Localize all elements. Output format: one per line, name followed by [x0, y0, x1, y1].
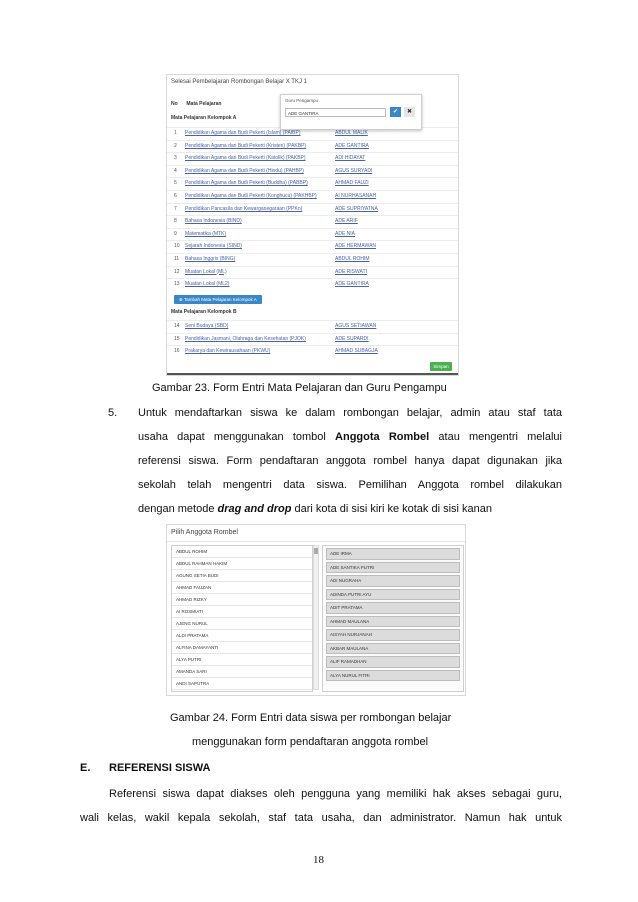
teacher-link[interactable]: AHMAD SUBAGJA — [335, 348, 378, 355]
member-item[interactable]: ADE IRMA — [326, 548, 460, 560]
para-line: Untuk mendaftarkan siswa ke dalam rombongan belajar, admin atau staf tata — [138, 407, 562, 419]
teacher-link[interactable]: ADE SUPRIYATNA — [335, 205, 378, 212]
subject-link[interactable]: Pendidikan Agama dan Budi Pekerti (Katolik) (PAKBP) — [185, 155, 306, 162]
subject-table-b — [167, 320, 458, 358]
teacher-link[interactable]: ADE GANTIRA — [335, 142, 369, 149]
item-number: 5. — [108, 407, 118, 419]
scroll-thumb[interactable] — [314, 548, 318, 554]
teacher-link[interactable]: ABDUL MALIK — [335, 130, 368, 136]
subject-link[interactable]: Pendidikan Pancasila dan Kewarganegaraan (PPKn) — [185, 205, 303, 212]
selected-members-list[interactable] — [322, 545, 464, 692]
table-row — [167, 278, 458, 291]
row-number: 9 — [174, 230, 177, 237]
teacher-popup — [280, 94, 422, 130]
table-row — [167, 165, 458, 178]
figure-23-screenshot — [166, 74, 459, 376]
para-line: wali kelas, wakil kepala sekolah, staf tata usaha, dan administrator. Namun hak untuk — [80, 812, 562, 824]
group-a-label: Mata Pelajaran Kelompok A — [171, 115, 237, 121]
student-item[interactable]: AI ROSMIATI — [172, 606, 312, 618]
subject-link[interactable]: Prakarya dan Kewirausahaan (PKWU) — [185, 348, 271, 355]
add-subject-button[interactable] — [174, 295, 262, 304]
subject-link[interactable]: Pendidikan Agama dan Budi Pekerti (Konghucu) (PAKHBP) — [185, 192, 317, 199]
subject-link[interactable]: Muatan Lokal (ML) — [185, 268, 227, 275]
subject-link[interactable]: Muatan Lokal (ML2) — [185, 281, 230, 288]
para-line: Referensi siswa dapat diakses oleh pengguna yang memiliki hak akses sebagai guru, — [109, 788, 562, 800]
member-item[interactable]: ALIF RAMADHAN — [326, 656, 460, 668]
row-number: 12 — [174, 268, 180, 275]
teacher-link[interactable]: ADE HERMAWAN — [335, 243, 377, 250]
row-number: 6 — [174, 192, 177, 199]
para-line — [138, 425, 562, 449]
row-number: 16 — [174, 348, 180, 355]
table-row — [167, 215, 458, 228]
para-line: sekolah telah mengentri data siswa. Pemilihan Anggota rombel dilakukan — [138, 479, 562, 491]
member-item[interactable]: ADINDA PUTRI AYU — [326, 589, 460, 601]
scrollbar[interactable] — [313, 545, 319, 690]
text-run: dengan metode — [138, 503, 215, 515]
subject-link[interactable]: Bahasa Inggris (BING) — [185, 255, 236, 262]
teacher-link[interactable]: ADE RISWATI — [335, 268, 367, 275]
teacher-select[interactable]: ADE GANTIRA — [285, 108, 386, 117]
panel-title: Pilih Anggota Rombel — [171, 529, 238, 536]
divider — [167, 541, 465, 542]
student-item[interactable]: ABDUL ROHIM — [172, 546, 312, 558]
para-line — [138, 497, 562, 521]
teacher-link[interactable]: ADE ARIF — [335, 218, 358, 225]
italic-term: drag and drop — [217, 503, 292, 515]
para-line: referensi siswa. Form pendaftaran anggota rombel hanya dapat digunakan jika — [138, 455, 562, 467]
section-heading: REFERENSI SISWA — [109, 762, 211, 774]
row-number: 2 — [174, 142, 177, 149]
row-number: 1 — [174, 130, 177, 136]
bold-term: Anggota Rombel — [335, 431, 430, 443]
row-number: 4 — [174, 167, 177, 174]
popup-label: Guru Pengampu — [285, 98, 319, 103]
subject-link[interactable]: Matematika (MTK) — [185, 230, 227, 237]
teacher-link[interactable]: ADE NIA — [335, 230, 356, 237]
row-number: 3 — [174, 155, 177, 162]
table-row — [167, 140, 458, 153]
subject-link[interactable]: Pendidikan Agama dan Budi Pekerti (Hindu) (PAHBP) — [185, 167, 304, 174]
row-number: 7 — [174, 205, 177, 212]
student-item[interactable]: ABDUL RAHMAN HAKIM — [172, 558, 312, 570]
member-item[interactable]: ADE SANTIKA PUTRI — [326, 562, 460, 574]
member-item[interactable]: AHMAD MAULANA — [326, 616, 460, 628]
table-row — [167, 333, 458, 346]
section-e-paragraph — [80, 782, 562, 830]
table-row — [167, 345, 458, 358]
table-row — [167, 228, 458, 241]
table-row — [167, 177, 458, 190]
row-number: 11 — [174, 255, 180, 262]
table-row — [167, 253, 458, 266]
row-number: 5 — [174, 180, 177, 187]
teacher-link[interactable]: ADI HIDAYAT — [335, 155, 366, 162]
row-number: 13 — [174, 281, 180, 288]
row-number: 10 — [174, 243, 180, 250]
teacher-link[interactable]: AGUS SURYADI — [335, 167, 373, 174]
plus-icon: ⊕ — [179, 297, 184, 302]
subject-table — [167, 127, 458, 291]
member-item[interactable]: AISYAH NURJANAH — [326, 629, 460, 641]
figure-24-screenshot — [166, 524, 466, 696]
table-row — [167, 152, 458, 165]
teacher-link[interactable]: ADE GANTIRA — [335, 281, 369, 288]
subject-link[interactable]: Pendidikan Agama dan Budi Pekerti (Kristen) (PAKBP) — [185, 142, 307, 149]
check-icon[interactable]: ✔ — [390, 107, 401, 117]
student-item[interactable]: ALFINA DAMAYANTI — [172, 642, 312, 654]
student-item[interactable]: AHMAD FAUZAN — [172, 582, 312, 594]
caption-figure-24-line2: menggunakan form pendaftaran anggota rombel — [192, 736, 429, 748]
available-students-list[interactable] — [171, 545, 313, 692]
subject-link[interactable]: Sejarah Indonesia (SIND) — [185, 243, 242, 250]
teacher-link[interactable]: ABDUL ROHIM — [335, 255, 370, 262]
save-label: Simpan — [433, 364, 449, 369]
table-row — [167, 203, 458, 216]
panel-title: Selesai Pembelajaran Rombongan Belajar X TKJ 1 — [171, 79, 307, 85]
teacher-link[interactable]: AI NURHASANAH — [335, 192, 377, 199]
item-5-paragraph — [138, 401, 562, 521]
row-number: 15 — [174, 335, 180, 342]
text-run: atau mengentri melalui — [438, 431, 562, 443]
subject-link[interactable]: Seni Budaya (SBD) — [185, 323, 229, 329]
table-row — [167, 320, 458, 333]
table-row — [167, 266, 458, 279]
student-item[interactable]: AHMAD RIZKY — [172, 594, 312, 606]
student-item[interactable]: ALYA PUTRI — [172, 654, 312, 666]
member-item[interactable]: ALYA NURUL FITRI — [326, 670, 460, 682]
teacher-link[interactable]: AHMAD FAUZI — [335, 180, 369, 187]
student-item[interactable]: AMANDA SARI — [172, 666, 312, 678]
student-item[interactable]: AJENG NURUL — [172, 618, 312, 630]
subject-link[interactable]: Pendidikan Agama dan Budi Pekerti (Buddha) (PABBP) — [185, 180, 308, 187]
student-item[interactable]: ANDI SAPUTRA — [172, 678, 312, 690]
teacher-link[interactable]: ADE SUPARDI — [335, 335, 369, 342]
caption-figure-23: Gambar 23. Form Entri Mata Pelajaran dan Guru Pengampu — [152, 382, 447, 394]
student-item[interactable]: AGUNG SETIA BUDI — [172, 570, 312, 582]
table-row — [167, 240, 458, 253]
close-icon[interactable]: ✖ — [404, 107, 415, 117]
row-number: 14 — [174, 323, 180, 329]
member-item[interactable]: ADIT PRATAMA — [326, 602, 460, 614]
save-button[interactable] — [430, 362, 452, 371]
add-subject-label: Tambah Mata Pelajaran Kelompok A — [183, 297, 257, 302]
subject-link[interactable]: Bahasa Indonesia (BIND) — [185, 218, 242, 225]
text-run: usaha dapat menggunakan tombol — [138, 431, 326, 443]
table-row — [167, 190, 458, 203]
teacher-link[interactable]: AGUS SETIAWAN — [335, 323, 377, 329]
page-number: 18 — [313, 854, 324, 866]
member-item[interactable]: AKBAR MAULANA — [326, 643, 460, 655]
row-number: 8 — [174, 218, 177, 225]
group-b-label: Mata Pelajaran Kelompok B — [171, 309, 237, 315]
col-no-header: No — [171, 101, 178, 107]
section-letter: E. — [80, 762, 91, 774]
text-run: dari kota di sisi kiri ke kotak di sisi kanan — [294, 503, 492, 515]
subject-link[interactable]: Pendidikan Jasmani, Olahraga dan Kesehatan (PJOK) — [185, 335, 306, 342]
student-item[interactable]: ALDI PRATAMA — [172, 630, 312, 642]
member-item[interactable]: ADI NUGRAHA — [326, 575, 460, 587]
subject-link[interactable]: Pendidikan Agama dan Budi Pekerti (Islam) (PAIBP) — [185, 130, 301, 136]
caption-figure-24-line1: Gambar 24. Form Entri data siswa per rombongan belajar — [170, 712, 452, 724]
divider — [167, 373, 458, 375]
col-subject-header: Mata Pelajaran — [186, 101, 222, 107]
